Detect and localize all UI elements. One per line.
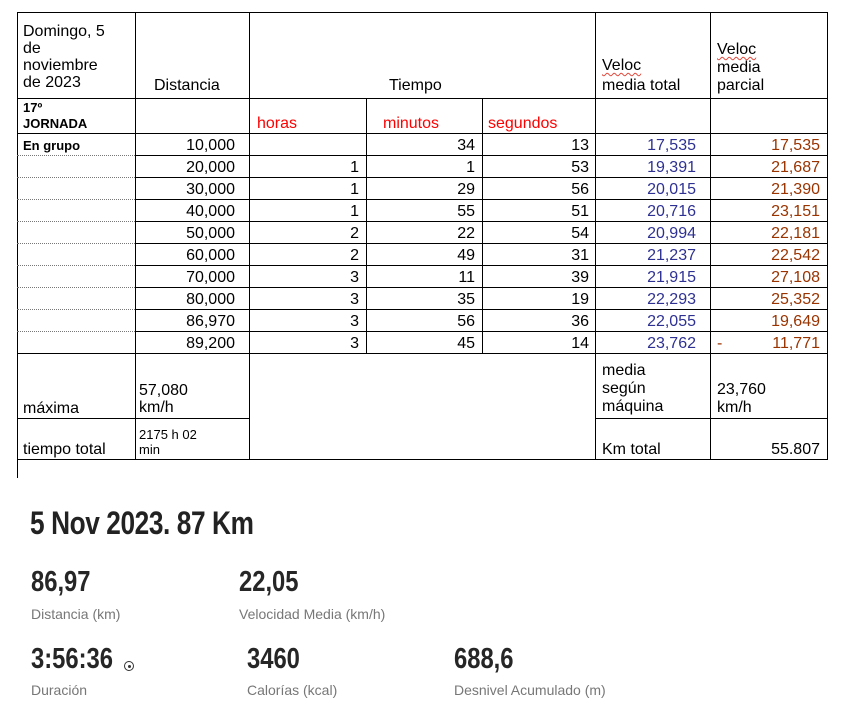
hours-cell: 3 <box>350 269 359 286</box>
date-line-4: de 2023 <box>23 74 81 91</box>
tiempo-total-value-2: min <box>139 442 160 457</box>
avg-speed-total-cell: 17,535 <box>647 137 696 154</box>
hours-cell: 1 <box>350 159 359 176</box>
avg-speed-partial-cell: 27,108 <box>771 269 820 286</box>
km-total-label: Km total <box>602 441 661 458</box>
grid-line <box>17 418 249 419</box>
seconds-cell: 36 <box>571 313 589 330</box>
date-line-1: Domingo, 5 <box>23 23 105 40</box>
grid-line <box>135 221 828 222</box>
hours-cell: 3 <box>350 335 359 352</box>
minutes-cell: 11 <box>458 269 475 286</box>
veloc-parcial-header-1: Veloc <box>717 41 757 58</box>
grid-line <box>17 353 828 354</box>
distance-cell: 89,200 <box>186 335 235 352</box>
grid-line <box>17 287 135 288</box>
seconds-cell: 51 <box>571 203 589 220</box>
grid-line <box>135 309 828 310</box>
maxima-value-1: 57,080 <box>139 382 188 399</box>
grid-line <box>135 177 828 178</box>
grid-line <box>135 331 828 332</box>
grid-line <box>17 309 135 310</box>
veloc-parcial-header-3: parcial <box>717 77 765 94</box>
segundos-header: segundos <box>488 115 558 132</box>
negative-mark: - <box>717 335 723 352</box>
elevation-label: Desnivel Acumulado (m) <box>454 682 606 698</box>
jornada-label: JORNADA <box>23 116 88 131</box>
grid-line <box>17 265 135 266</box>
minutes-cell: 34 <box>457 137 475 154</box>
elevation-value: 688,6 <box>454 643 514 675</box>
distance-cell: 60,000 <box>186 247 235 264</box>
grid-line <box>17 199 135 200</box>
avg-speed-partial-cell: 21,390 <box>771 181 820 198</box>
grid-line <box>17 331 135 332</box>
tiempo-total-label: tiempo total <box>23 441 106 458</box>
avg-speed-partial-cell: 23,151 <box>771 203 820 220</box>
avg-speed-total-cell: 22,293 <box>647 291 696 308</box>
seconds-cell: 19 <box>571 291 589 308</box>
grid-line <box>135 243 828 244</box>
avg-speed-value: 22,05 <box>239 566 299 598</box>
media-maquina-label-2: según <box>602 380 646 397</box>
veloc-parcial-header-2: media <box>717 59 761 76</box>
ride-log-table <box>17 12 828 478</box>
seconds-cell: 56 <box>571 181 589 198</box>
minutes-cell: 55 <box>457 203 475 220</box>
minutes-cell: 29 <box>457 181 475 198</box>
calories-value: 3460 <box>247 643 300 675</box>
avg-speed-partial-cell: 22,181 <box>771 225 820 242</box>
calories-label: Calorías (kcal) <box>247 682 338 698</box>
grid-line <box>17 459 828 460</box>
hours-cell: 1 <box>350 181 359 198</box>
media-maquina-value-1: 23,760 <box>717 381 766 398</box>
minutos-header: minutos <box>383 115 440 132</box>
date-line-2: de <box>23 40 41 57</box>
seconds-cell: 54 <box>571 225 589 242</box>
media-maquina-label-3: máquina <box>602 398 664 415</box>
avg-speed-partial-cell: 25,352 <box>771 291 820 308</box>
media-maquina-value-2: km/h <box>717 399 752 416</box>
minutes-cell: 49 <box>457 247 475 264</box>
grid-line <box>135 199 828 200</box>
distance-cell: 40,000 <box>186 203 235 220</box>
date-line-3: noviembre <box>23 57 98 74</box>
distance-cell: 10,000 <box>186 137 235 154</box>
avg-speed-partial-cell: 17,535 <box>771 137 820 154</box>
hours-cell: 3 <box>350 291 359 308</box>
maxima-label: máxima <box>23 400 80 417</box>
hours-cell: 3 <box>350 313 359 330</box>
grid-line <box>827 12 828 459</box>
avg-speed-partial-cell: 19,649 <box>771 313 820 330</box>
seconds-cell: 39 <box>571 269 589 286</box>
grid-line <box>17 155 135 156</box>
avg-speed-total-cell: 22,055 <box>647 313 696 330</box>
distance-cell: 20,000 <box>186 159 235 176</box>
avg-speed-total-cell: 19,391 <box>647 159 696 176</box>
jornada-number: 17º <box>23 100 43 115</box>
seconds-cell: 31 <box>571 247 589 264</box>
distance-value: 86,97 <box>31 566 91 598</box>
grid-line <box>135 287 828 288</box>
clock-icon <box>124 661 134 671</box>
duration-value: 3:56:36 <box>31 643 113 675</box>
grid-line <box>17 98 828 99</box>
minutes-cell: 1 <box>466 159 475 176</box>
avg-speed-total-cell: 21,237 <box>647 247 696 264</box>
minutes-cell: 22 <box>457 225 475 242</box>
distance-cell: 86,970 <box>186 313 235 330</box>
horas-header: horas <box>257 115 298 132</box>
grid-line <box>17 221 135 222</box>
seconds-cell: 13 <box>571 137 589 154</box>
hours-cell: 2 <box>350 225 359 242</box>
minutes-cell: 35 <box>457 291 475 308</box>
avg-speed-partial-cell: 11,771 <box>772 335 820 352</box>
tiempo-header: Tiempo <box>389 77 442 94</box>
hours-cell: 1 <box>350 203 359 220</box>
distance-cell: 30,000 <box>186 181 235 198</box>
veloc-total-header-2: media total <box>602 77 681 94</box>
grid-line <box>595 418 828 419</box>
avg-speed-total-cell: 20,994 <box>647 225 696 242</box>
avg-speed-total-cell: 21,915 <box>647 269 696 286</box>
veloc-total-header-1: Veloc <box>602 57 642 74</box>
distancia-header: Distancia <box>154 77 220 94</box>
seconds-cell: 14 <box>571 335 589 352</box>
distance-label: Distancia (km) <box>31 606 121 622</box>
hours-cell: 2 <box>350 247 359 264</box>
grid-line <box>17 133 828 134</box>
distance-cell: 70,000 <box>186 269 235 286</box>
row-label: En grupo <box>23 138 81 153</box>
duration-label: Duración <box>31 682 88 698</box>
grid-line <box>17 12 18 478</box>
distance-cell: 80,000 <box>186 291 235 308</box>
km-total-value: 55.807 <box>771 441 820 458</box>
maxima-value-2: km/h <box>139 399 174 416</box>
avg-speed-total-cell: 20,716 <box>647 203 696 220</box>
grid-line <box>135 265 828 266</box>
avg-speed-label: Velocidad Media (km/h) <box>239 606 386 622</box>
distance-cell: 50,000 <box>186 225 235 242</box>
tiempo-total-value-1: 2175 h 02 <box>139 427 197 442</box>
avg-speed-total-cell: 20,015 <box>647 181 696 198</box>
grid-line <box>17 177 135 178</box>
avg-speed-total-cell: 23,762 <box>647 335 696 352</box>
minutes-cell: 56 <box>457 313 475 330</box>
activity-title: 5 Nov 2023. 87 Km <box>30 505 254 541</box>
grid-line <box>135 155 828 156</box>
grid-line <box>17 12 828 13</box>
minutes-cell: 45 <box>457 335 475 352</box>
grid-line <box>17 243 135 244</box>
seconds-cell: 53 <box>571 159 589 176</box>
avg-speed-partial-cell: 21,687 <box>771 159 820 176</box>
media-maquina-label-1: media <box>602 362 646 379</box>
avg-speed-partial-cell: 22,542 <box>771 247 820 264</box>
